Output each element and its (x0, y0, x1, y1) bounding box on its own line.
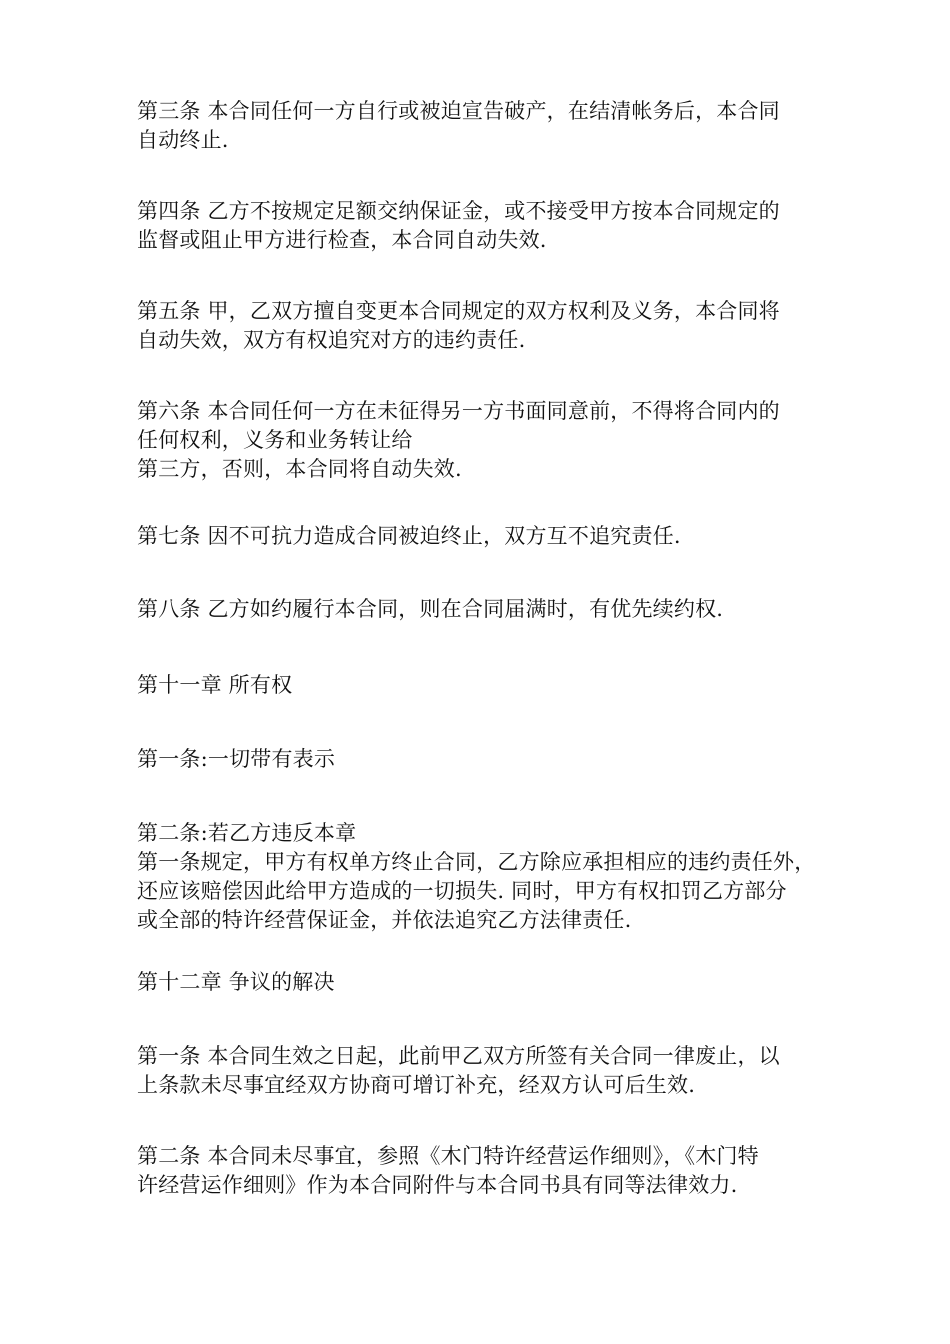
chapter-12-article-2 (137, 1142, 827, 1200)
text-line: 许经营运作细则》作为本合同附件与本合同书具有同等法律效力. (137, 1173, 738, 1197)
text-line: 任何权利，义务和业务转让给 (137, 428, 413, 452)
text-line: 第十二章 争议的解决 (137, 970, 335, 994)
article-3-paragraph (137, 97, 827, 155)
text-line: 第三方，否则，本合同将自动失效. (137, 457, 462, 481)
text-line: 第三条 本合同任何一方自行或被迫宣告破产，在结清帐务后，本合同 (137, 99, 780, 123)
article-7-paragraph (137, 522, 827, 551)
article-5-paragraph (137, 297, 827, 355)
text-line: 第六条 本合同任何一方在未征得另一方书面同意前，不得将合同内的 (137, 399, 780, 423)
text-line: 或全部的特许经营保证金，并依法追究乙方法律责任. (137, 908, 632, 932)
text-line: 自动失效，双方有权追究对方的违约责任. (137, 328, 526, 352)
text-line: 还应该赔偿因此给甲方造成的一切损失. 同时，甲方有权扣罚乙方部分 (137, 879, 787, 903)
text-line: 第五条 甲，乙双方擅自变更本合同规定的双方权利及义务，本合同将 (137, 299, 780, 323)
chapter-12-heading (137, 968, 827, 997)
text-line: 第二条:若乙方违反本章 (137, 821, 357, 845)
text-line: 第四条 乙方不按规定足额交纳保证金，或不接受甲方按本合同规定的 (137, 199, 780, 223)
chapter-12-article-1 (137, 1042, 827, 1100)
chapter-11-article-2 (137, 819, 827, 935)
text-line: 第八条 乙方如约履行本合同，则在合同届满时，有优先续约权. (137, 597, 724, 621)
article-6-paragraph (137, 397, 827, 484)
text-line: 第一条 本合同生效之日起，此前甲乙双方所签有关合同一律废止，以 (137, 1044, 780, 1068)
chapter-11-heading (137, 671, 827, 700)
chapter-11-article-1 (137, 745, 827, 774)
text-line: 第二条 本合同未尽事宜，参照《木门特许经营运作细则》，《木门特 (137, 1144, 759, 1168)
article-8-paragraph (137, 595, 827, 624)
article-4-paragraph (137, 197, 827, 255)
text-line: 第一条规定，甲方有权单方终止合同，乙方除应承担相应的违约责任外， (137, 850, 816, 874)
text-line: 监督或阻止甲方进行检查，本合同自动失效. (137, 228, 547, 252)
text-line: 自动终止. (137, 128, 229, 152)
text-line: 第十一章 所有权 (137, 673, 293, 697)
text-line: 第一条:一切带有表示 (137, 747, 336, 771)
text-line: 上条款未尽事宜经双方协商可增订补充，经双方认可后生效. (137, 1073, 696, 1097)
text-line: 第七条 因不可抗力造成合同被迫终止，双方互不追究责任. (137, 524, 681, 548)
